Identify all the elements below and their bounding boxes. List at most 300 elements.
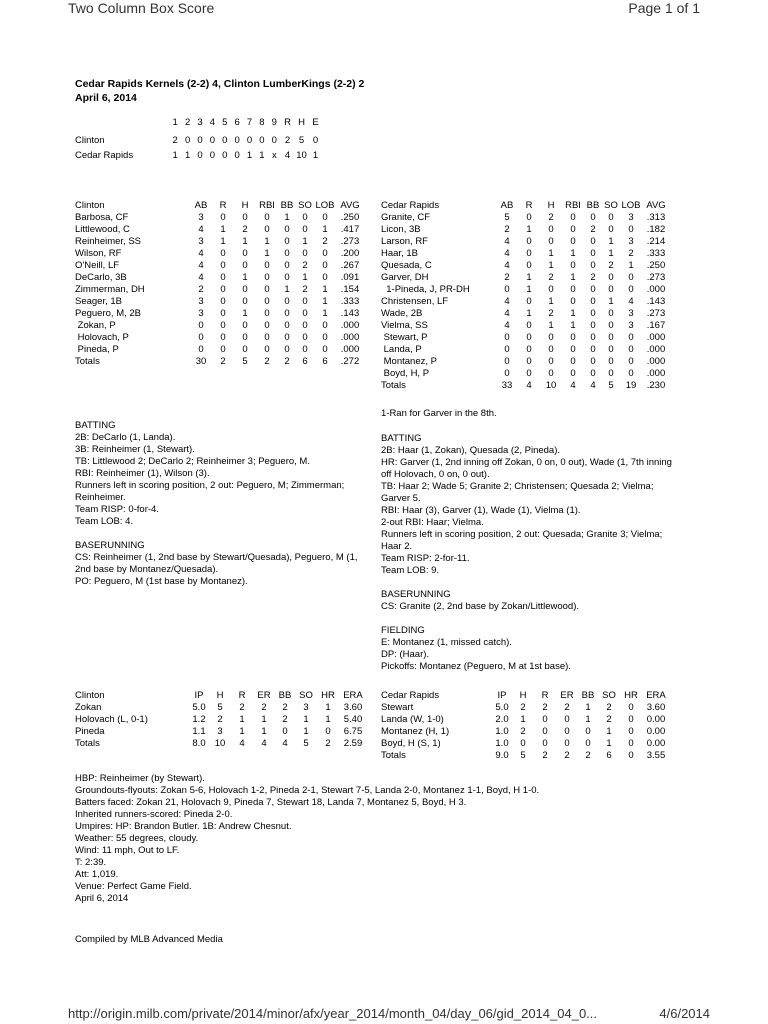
stat-header-row [75,200,364,212]
stat-value: 9.0 [495,750,509,761]
stat-value: 0 [590,356,596,367]
stat-value: 1 [322,296,328,307]
stat-value: 2 [198,284,204,295]
stat-value: 0 [548,368,554,379]
linescore-header: 5 [222,117,228,128]
stat-value: 2 [239,702,245,713]
player-name: Zokan, P [75,320,116,331]
stat-value: 0 [284,308,290,319]
stat-value: 0 [284,344,290,355]
stat-value: 1 [570,308,576,319]
stat-value: 0 [302,224,308,235]
player-name: Licon, 3B [381,224,421,235]
stat-value: 1 [585,702,591,713]
player-name: Pineda [75,726,105,737]
stat-value: 3 [217,726,223,737]
stat-header: BB [586,200,600,211]
stat-row [75,714,367,726]
stat-value: 1 [628,260,634,271]
stat-value: 1 [264,248,270,259]
player-name: Larson, RF [381,236,428,247]
note-line: DP: (Haar). [381,649,430,660]
note-line: CS: Reinheimer (1, 2nd base by Stewart/Quesada), Peguero, M (1, 2nd base by Montanez/Quesada). [75,552,358,575]
stat-value: 0 [264,296,270,307]
stat-row [75,320,364,332]
stat-value: 33 [501,380,513,391]
stat-value: 0 [302,296,308,307]
stat-value: 0 [590,308,596,319]
linescore-value: 1 [259,149,265,161]
stat-value: 0 [526,356,532,367]
stat-value: 2 [590,224,596,235]
stat-value: 4 [628,296,634,307]
stat-value: 4 [504,260,510,271]
stat-row [75,224,364,236]
note-line: Groundouts-flyouts: Zokan 5-6, Holovach 1-2, Pineda 2-1, Stewart 7-5, Landa 2-0, Montanez 1-1, Boyd, H 1-0. [75,785,540,796]
stat-value: 0 [302,344,308,355]
stat-header: BB [278,690,292,701]
stat-value: 1 [322,308,328,319]
stat-value: 0 [264,212,270,223]
stat-value: .333 [646,248,666,259]
stat-value: 0 [526,212,532,223]
stat-value: 0.00 [646,738,666,749]
stat-value: 8.0 [192,738,206,749]
linescore-value: 0 [209,149,216,161]
player-name: Montanez, P [381,356,437,367]
player-name: Totals [381,380,406,391]
stat-value: 3 [628,320,634,331]
stat-value: 0 [264,308,270,319]
stat-value: 0 [608,320,614,331]
linescore-corner [75,117,169,129]
stat-row [381,320,670,332]
footer-url: http://origin.milb.com/private/2014/minor/afx/year_2014/month_04/day_06/gid_2014_04_0... [68,1006,598,1021]
batting-table-cedar-rapids [381,200,670,392]
stat-value: 4 [526,380,532,391]
stat-header: Clinton [75,690,105,701]
stat-value: 0 [220,320,226,331]
section-heading: BATTING [381,433,422,444]
stat-value: 4 [570,380,576,391]
stat-value: 2 [548,308,554,319]
stat-header: SO [299,690,313,701]
note-line: TB: Littlewood 2; DeCarlo 2; Reinheimer 3; Peguero, M. [75,456,310,467]
stat-value: .000 [646,332,666,343]
stat-value: .273 [340,236,360,247]
stat-value: 6.75 [343,726,363,737]
note-line: 2-out RBI: Haar; Vielma. [381,517,484,528]
stat-value: 0 [264,260,270,271]
stat-value: 0 [284,296,290,307]
stat-value: 5 [217,702,223,713]
player-name: Barbosa, CF [75,212,129,223]
stat-value: 0 [590,284,596,295]
stat-value: 1 [585,714,591,725]
linescore-value: 4 [284,149,291,161]
stat-value: 0 [570,212,576,223]
player-name: Garver, DH [381,272,429,283]
stat-header-row [381,200,670,212]
note-line [381,613,681,625]
stat-value: 1 [322,284,328,295]
stat-value: 2 [606,702,612,713]
note-line: Runners left in scoring position, 2 out: Peguero, M; Zimmerman; Reinheimer. [75,480,345,503]
stat-value: 0 [628,702,634,713]
stat-value: 2 [322,236,328,247]
linescore-value: 0 [197,149,203,161]
stat-value: 1.1 [192,726,206,737]
stat-value: 0 [628,368,634,379]
stat-value: 4 [504,296,510,307]
stat-value: 0 [322,344,328,355]
player-name: Seager, 1B [75,296,123,307]
stat-value: 2 [504,224,510,235]
stat-row [381,380,670,392]
stat-value: 0 [220,284,226,295]
stat-value: 0 [570,296,576,307]
note-line: CS: Granite (2, 2nd base by Zokan/Littlewood). [381,601,580,612]
stat-value: 0 [590,260,596,271]
note-line: RBI: Haar (3), Garver (1), Wade (1), Vielma (1). [381,505,581,516]
stat-value: 1 [548,260,554,271]
stat-value: 2.0 [495,714,509,725]
stat-value: 0 [526,332,532,343]
note-line: Inherited runners-scored: Pineda 2-0. [75,809,233,820]
stat-value: 0 [590,320,596,331]
stat-value: 0 [548,332,554,343]
stat-value: 0 [284,236,290,247]
player-name: Peguero, M, 2B [75,308,142,319]
stat-value: 0 [548,344,554,355]
stat-value: 0 [322,260,328,271]
stat-header: H [547,200,555,211]
stat-value: .272 [340,356,360,367]
linescore-header: 4 [209,117,216,128]
player-name: Wilson, RF [75,248,122,259]
stat-value: 0 [520,738,526,749]
stat-value: 0 [570,224,576,235]
stat-value: 0 [585,726,591,737]
stat-value: 2 [628,248,634,259]
pitching-table-clinton [75,690,367,750]
stat-value: 0 [504,368,510,379]
stat-row [75,738,367,750]
note-line: HR: Garver (1, 2nd inning off Zokan, 0 on, 0 out), Wade (1, 7th inning off Holovach, 0 on, 0 out). [381,457,672,480]
note-line [75,528,365,540]
stat-value: 0 [590,212,596,223]
stat-value: 1 [570,248,576,259]
stat-value: 0 [302,308,308,319]
note-line: Runners left in scoring position, 2 out: Quesada; Granite 3; Vielma; Haar 2. [381,529,663,552]
notes-clinton [75,420,365,588]
stat-value: 0 [548,224,554,235]
stat-value: 0 [504,344,510,355]
stat-value: 4 [590,380,596,391]
notes-cedar-rapids [381,433,681,673]
stat-value: 1 [526,284,532,295]
stat-value: 0 [608,284,614,295]
stat-value: .182 [646,224,666,235]
stat-header: R [541,690,549,701]
stat-row [381,750,670,762]
stat-row [381,308,670,320]
stat-value: 0 [242,320,248,331]
stat-value: .230 [646,380,666,391]
player-name: DeCarlo, 3B [75,272,127,283]
stat-value: 0 [570,332,576,343]
footer-date: 4/6/2014 [659,1006,710,1021]
stat-value: .250 [340,212,360,223]
stat-value: 1.0 [495,738,509,749]
stat-value: 1 [303,714,309,725]
stat-value: 0 [590,248,596,259]
stat-value: 4 [504,236,510,247]
stat-row [381,356,670,368]
stat-row [381,726,670,738]
game-title: Cedar Rapids Kernels (2-2) 4, Clinton LumberKings (2-2) 2 [75,78,365,90]
stat-value: 2 [261,702,267,713]
stat-value: .000 [646,344,666,355]
player-name: Zimmerman, DH [75,284,145,295]
stat-value: 0 [526,368,532,379]
stat-value: 0 [284,272,290,283]
linescore-value: 10 [296,149,307,161]
stat-value: 6 [302,356,308,367]
stat-value: 0 [608,272,614,283]
stat-value: 1 [608,248,614,259]
stat-value: 0 [590,368,596,379]
stat-header: R [525,200,533,211]
stat-header: R [219,200,227,211]
stat-value: 0 [198,320,204,331]
player-name: Holovach (L, 0-1) [75,714,148,725]
stat-value: 0 [564,738,570,749]
stat-header: RBI [565,200,581,211]
stat-header: H [519,690,527,701]
linescore-value: 0 [234,149,240,161]
stat-value: 1 [242,272,248,283]
stat-value: 2 [585,750,591,761]
player-name: Stewart [381,702,414,713]
stat-value: 0 [322,332,328,343]
player-name: O'Neill, LF [75,260,120,271]
stat-value: 0 [570,236,576,247]
stat-value: 0 [264,344,270,355]
stat-row [75,248,364,260]
linescore-value: 1 [312,149,319,161]
stat-value: 0 [564,714,570,725]
stat-value: 1 [239,714,245,725]
stat-value: 0 [220,344,226,355]
note-line: 2B: Haar (1, Zokan), Quesada (2, Pineda). [381,445,561,456]
player-name: Stewart, P [381,332,428,343]
stat-value: 0 [504,284,510,295]
stat-value: .143 [340,308,360,319]
stat-value: 1 [548,248,554,259]
stat-value: 0 [242,332,248,343]
stat-value: 1.2 [192,714,206,725]
stat-row [75,344,364,356]
stat-value: 0 [220,260,226,271]
stat-value: 0 [242,248,248,259]
stat-value: 0 [220,212,226,223]
stat-value: 5 [520,750,526,761]
stat-value: 0 [220,272,226,283]
stat-row [75,296,364,308]
linescore-header: 3 [197,117,203,128]
stat-value: 3.60 [646,702,666,713]
stat-value: 0 [628,726,634,737]
stat-value: 0 [284,248,290,259]
linescore-team: Cedar Rapids [75,149,134,161]
stat-value: 0 [220,308,226,319]
stat-value: 0 [526,296,532,307]
stat-value: 5.0 [495,702,509,713]
linescore-team: Clinton [75,134,105,146]
stat-row [75,212,364,224]
stat-value: 3 [628,308,634,319]
linescore-header: 8 [259,117,265,128]
linescore-header: 2 [184,117,191,128]
stat-value: 2.59 [343,738,363,749]
stat-value: 2 [608,260,614,271]
stat-value: 2 [520,702,526,713]
stat-value: 0 [526,320,532,331]
player-name: Pineda, P [75,344,119,355]
stat-value: 2 [590,272,596,283]
stat-value: .000 [646,284,666,295]
stat-value: 1 [303,726,309,737]
stat-value: 0 [608,356,614,367]
stat-row [381,368,670,380]
stat-value: 2 [564,750,570,761]
note-line: Batters faced: Zokan 21, Holovach 9, Pineda 7, Stewart 18, Landa 7, Montanez 5, Boyd, H 3. [75,797,467,808]
linescore-header: 1 [172,117,178,128]
stat-value: 0 [242,260,248,271]
stat-value: 0 [264,272,270,283]
stat-header: H [216,690,224,701]
stat-value: .267 [340,260,360,271]
linescore-table [75,117,323,163]
stat-value: 0 [242,296,248,307]
stat-value: 1 [325,702,331,713]
stat-value: 3.60 [343,702,363,713]
stat-value: 0 [542,714,548,725]
stat-value: 1 [322,224,328,235]
stat-value: .143 [646,296,666,307]
stat-value: 0 [302,212,308,223]
stat-row [75,702,367,714]
stat-value: 1.0 [495,726,509,737]
note-line: 2B: DeCarlo (1, Landa). [75,432,176,443]
note-line: Team RISP: 0-for-4. [75,504,159,515]
stat-header: HR [321,690,335,701]
stat-value: 0 [628,344,634,355]
stat-value: .333 [340,296,360,307]
stat-value: 1 [239,726,245,737]
stat-value: 0 [302,248,308,259]
stat-value: 0 [608,332,614,343]
stat-value: 2 [520,726,526,737]
stat-value: 5 [504,212,510,223]
linescore-value: 0 [222,134,228,146]
player-name: 1-Pineda, J, PR-DH [381,284,470,295]
stat-header: ERA [646,690,666,701]
stat-header: RBI [259,200,275,211]
stat-value: 1 [261,726,267,737]
stat-row [381,248,670,260]
stat-value: 1 [548,296,554,307]
stat-value: 0 [264,224,270,235]
document-header-title: Two Column Box Score [68,0,215,16]
stat-header: AVG [340,200,360,211]
stat-header-row [75,690,367,702]
stat-value: 0 [628,356,634,367]
stat-row [381,260,670,272]
stat-header: AVG [646,200,666,211]
stat-value: 1 [220,236,226,247]
stat-value: 0 [264,332,270,343]
note-line: TB: Haar 2; Wade 5; Granite 2; Christensen; Quesada 2; Vielma; Garver 5. [381,481,654,504]
stat-value: 0 [570,260,576,271]
stat-value: 0 [302,332,308,343]
stat-value: 0 [570,368,576,379]
player-name: Zokan [75,702,102,713]
player-name: Totals [381,750,406,761]
stat-value: 0 [198,332,204,343]
note-line: Team RISP: 2-for-11. [381,553,470,564]
note-line: Team LOB: 9. [381,565,440,576]
stat-value: 0 [585,738,591,749]
stat-value: 0.00 [646,714,666,725]
stat-value: 0 [504,332,510,343]
stat-value: 2 [325,738,331,749]
player-name: Landa, P [381,344,422,355]
stat-value: 0 [590,236,596,247]
note-line: Wind: 11 mph, Out to LF. [75,845,180,856]
stat-value: .000 [340,332,360,343]
stat-value: 5.40 [343,714,363,725]
stat-value: 2 [542,750,548,761]
player-name: Vielma, SS [381,320,428,331]
stat-value: 3 [628,212,634,223]
player-name: Boyd, H (S, 1) [381,738,441,749]
linescore-row [75,133,323,148]
note-line: Att: 1,019. [75,869,119,880]
compiled-by: Compiled by MLB Advanced Media [75,934,223,945]
stat-value: 0.00 [646,726,666,737]
stat-value: 0 [628,714,634,725]
note-line: Weather: 55 degrees, cloudy. [75,833,199,844]
stat-value: 0 [590,332,596,343]
stat-value: 0 [608,224,614,235]
stat-value: 0 [628,332,634,343]
player-name: Christensen, LF [381,296,449,307]
stat-value: 2 [302,284,308,295]
stat-value: 10 [214,738,226,749]
stat-value: 1 [526,272,532,283]
stat-value: 0 [542,738,548,749]
stat-value: 5 [242,356,248,367]
linescore-value: 0 [271,134,277,146]
stat-value: 3 [628,236,634,247]
linescore-header: 6 [234,117,240,128]
stat-value: 0 [220,296,226,307]
stat-value: 0 [322,320,328,331]
stat-value: 0 [590,344,596,355]
stat-value: 1 [242,308,248,319]
